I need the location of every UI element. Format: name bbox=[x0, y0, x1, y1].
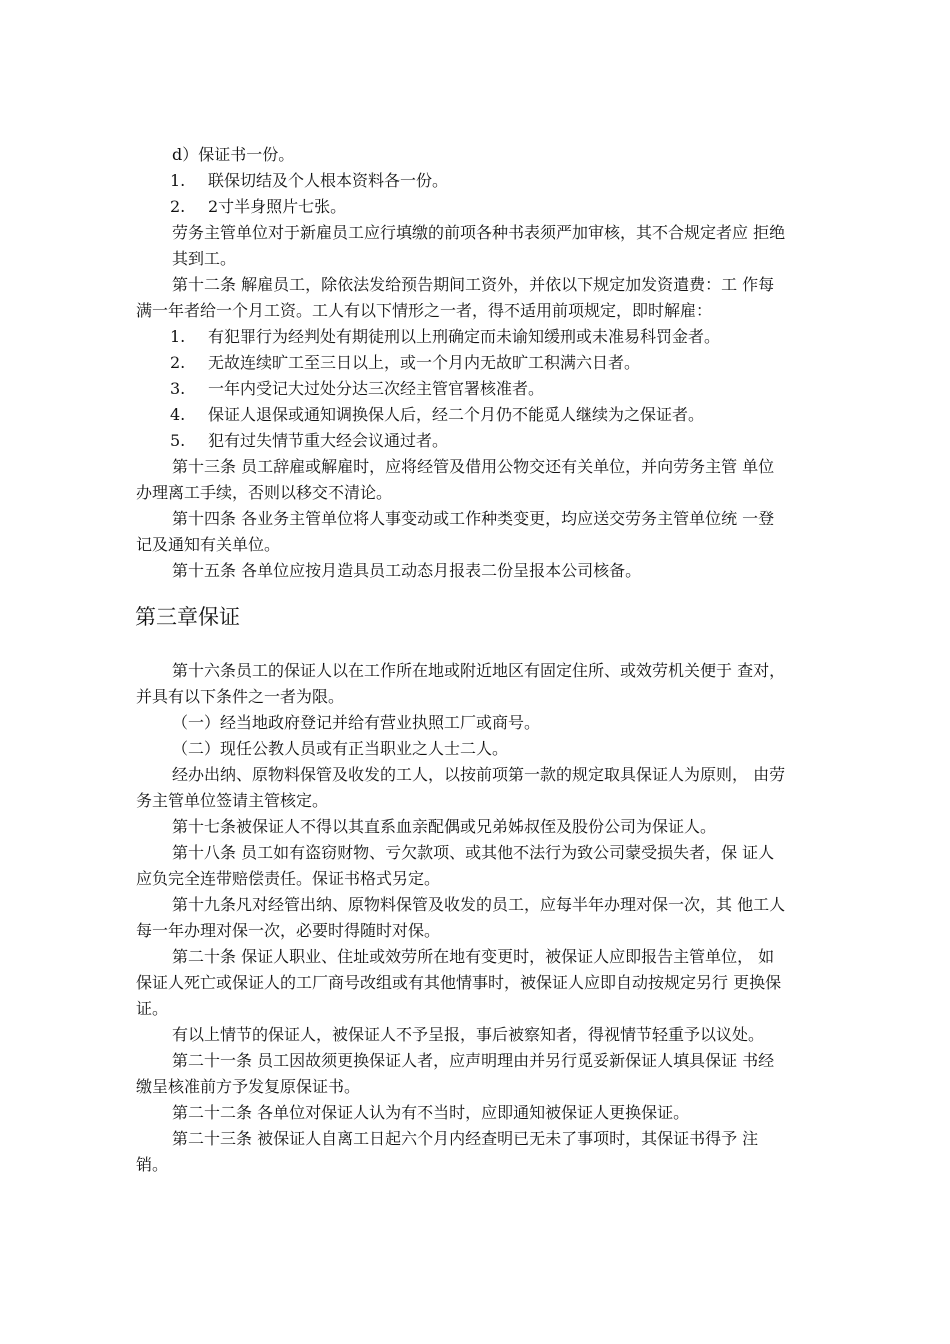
article-23-line: 第二十三条 被保证人自离工日起六个月内经查明已无未了事项时，其保证书得予 注 bbox=[172, 1129, 759, 1148]
list-text: 一年内受记大过处分达三次经主管官署核准者。 bbox=[208, 379, 545, 398]
paragraph-line: 有以上情节的保证人，被保证人不予呈报，事后被察知者，得视情节轻重予以议处。 bbox=[172, 1025, 765, 1044]
list-number: 1. bbox=[170, 171, 186, 190]
list-number: 2. bbox=[170, 353, 186, 372]
list-item bbox=[170, 431, 448, 451]
list-text: 2寸半身照片七张。 bbox=[208, 197, 347, 216]
list-number: 3. bbox=[170, 379, 186, 398]
list-item bbox=[170, 405, 704, 425]
list-number: 1. bbox=[170, 327, 186, 346]
list-item bbox=[170, 353, 640, 373]
list-text: 有犯罪行为经判处有期徒刑以上刑确定而未谕知缓刑或未准易科罚金者。 bbox=[208, 327, 721, 346]
article-16-condition: （二）现任公教人员或有正当职业之人士二人。 bbox=[172, 739, 509, 758]
item-d: d）保证书一份。 bbox=[172, 145, 295, 164]
article-17-line: 第十七条被保证人不得以其直系血亲配偶或兄弟姊叔侄及股份公司为保证人。 bbox=[172, 817, 717, 836]
paragraph-line: 其到工。 bbox=[172, 249, 237, 268]
article-18-line: 第十八条 员工如有盗窃财物、亏欠款项、或其他不法行为致公司蒙受损失者，保 证人 bbox=[172, 843, 775, 862]
article-20-line: 保证人死亡或保证人的工厂商号改组或有其他情事时，被保证人应即自动按规定另行 更换保 bbox=[136, 973, 782, 992]
article-23-line: 销。 bbox=[136, 1155, 169, 1174]
list-text: 保证人退保或通知调换保人后，经二个月仍不能觅人继续为之保证者。 bbox=[208, 405, 705, 424]
article-21-line: 第二十一条 员工因故须更换保证人者，应声明理由并另行觅妥新保证人填具保证 书经 bbox=[172, 1051, 775, 1070]
article-19-line: 第十九条凡对经管出纳、原物料保管及收发的员工，应每半年办理对保一次，其 他工人 bbox=[172, 895, 786, 914]
paragraph-line: 经办出纳、原物料保管及收发的工人，以按前项第一款的规定取具保证人为原则， 由劳 bbox=[172, 765, 786, 784]
list-text: 无故连续旷工至三日以上，或一个月内无故旷工积满六日者。 bbox=[208, 353, 641, 372]
article-12-line: 第十二条 解雇员工，除依法发给预告期间工资外，并依以下规定加发资遣费：工 作每 bbox=[172, 275, 775, 294]
paragraph-line: 劳务主管单位对于新雇员工应行填缴的前项各种书表须严加审核，其不合规定者应 拒绝 bbox=[172, 223, 786, 242]
article-21-line: 缴呈核准前方予发复原保证书。 bbox=[136, 1077, 361, 1096]
article-13-line: 第十三条 员工辞雇或解雇时，应将经管及借用公物交还有关单位，并向劳务主管 单位 bbox=[172, 457, 775, 476]
article-18-line: 应负完全连带赔偿责任。保证书格式另定。 bbox=[136, 869, 441, 888]
list-item bbox=[170, 171, 448, 191]
article-12-line: 满一年者给一个月工资。工人有以下情形之一者，得不适用前项规定，即时解雇： bbox=[136, 301, 713, 320]
article-22-line: 第二十二条 各单位对保证人认为有不当时，应即通知被保证人更换保证。 bbox=[172, 1103, 690, 1122]
list-text: 联保切结及个人根本资料各一份。 bbox=[208, 171, 449, 190]
list-number: 5. bbox=[170, 431, 186, 450]
list-item bbox=[170, 197, 346, 217]
article-16-line: 并具有以下条件之一者为限。 bbox=[136, 687, 345, 706]
list-text: 犯有过失情节重大经会议通过者。 bbox=[208, 431, 449, 450]
article-16-line: 第十六条员工的保证人以在工作所在地或附近地区有固定住所、或效劳机关便于 查对， bbox=[172, 661, 786, 680]
article-20-line: 第二十条 保证人职业、住址或效劳所在地有变更时，被保证人应即报告主管单位， 如 bbox=[172, 947, 775, 966]
list-number: 2. bbox=[170, 197, 186, 216]
article-13-line: 办理离工手续，否则以移交不清论。 bbox=[136, 483, 393, 502]
chapter-heading: 第三章保证 bbox=[135, 605, 240, 629]
article-14-line: 第十四条 各业务主管单位将人事变动或工作种类变更，均应送交劳务主管单位统 一登 bbox=[172, 509, 775, 528]
article-16-condition: （一）经当地政府登记并给有营业执照工厂或商号。 bbox=[172, 713, 541, 732]
article-14-line: 记及通知有关单位。 bbox=[136, 535, 281, 554]
list-number: 4. bbox=[170, 405, 186, 424]
article-20-line: 证。 bbox=[136, 999, 169, 1018]
article-15-line: 第十五条 各单位应按月造具员工动态月报表二份呈报本公司核备。 bbox=[172, 561, 642, 580]
list-item bbox=[170, 327, 720, 347]
paragraph-line: 务主管单位签请主管核定。 bbox=[136, 791, 329, 810]
list-item bbox=[170, 379, 544, 399]
article-19-line: 每一年办理对保一次，必要时得随时对保。 bbox=[136, 921, 441, 940]
